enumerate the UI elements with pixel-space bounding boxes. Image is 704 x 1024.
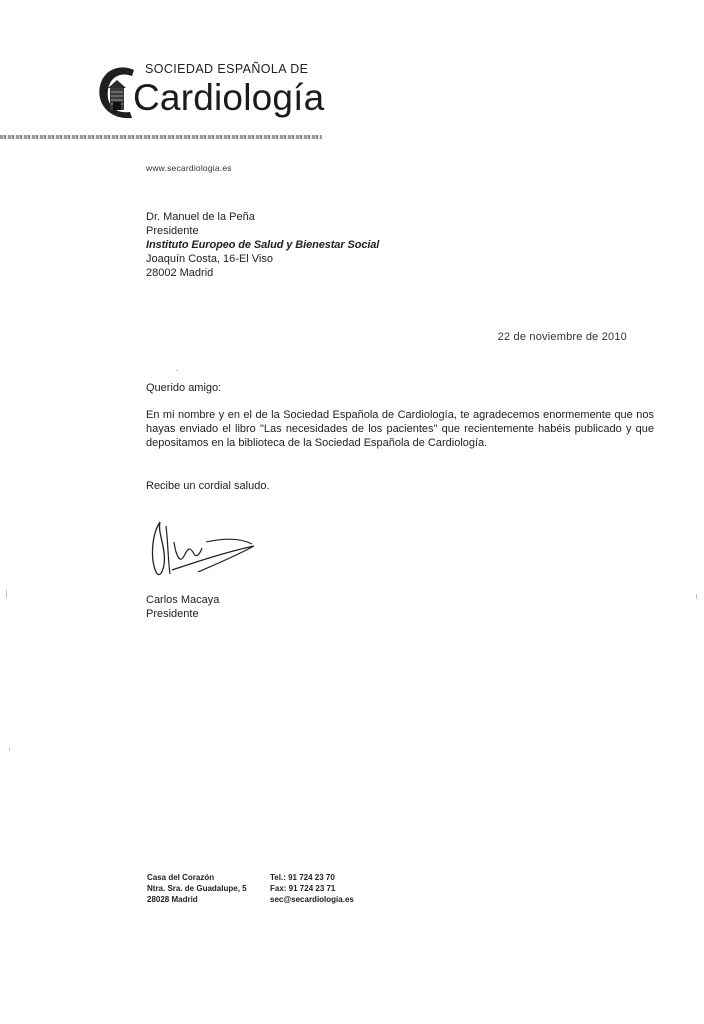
recipient-city: 28002 Madrid (146, 267, 214, 279)
footer-address (147, 872, 247, 905)
scan-speck (696, 594, 697, 599)
scan-artifact-line (0, 135, 322, 139)
recipient-name: Dr. Manuel de la Peña (146, 211, 255, 223)
scan-speck (176, 370, 178, 371)
scan-speck (9, 748, 10, 751)
closing-line: Recibe un cordial saludo. (146, 480, 270, 492)
recipient-institution: Instituto Europeo de Salud y Bienestar Social (146, 239, 380, 251)
footer-address-line: Casa del Corazón (147, 873, 215, 882)
handwritten-signature-icon (146, 512, 258, 584)
org-name-main: Cardiología (133, 77, 325, 118)
footer-phone: Tel.: 91 724 23 70 (270, 873, 335, 882)
signer-block (146, 593, 219, 621)
letter-date: 22 de noviembre de 2010 (497, 331, 627, 343)
signer-role: Presidente (146, 608, 199, 620)
footer-address-line: Ntra. Sra. de Guadalupe, 5 (147, 884, 247, 893)
footer-fax: Fax: 91 724 23 71 (270, 884, 336, 893)
footer-email[interactable]: sec@secardiologia.es (270, 895, 354, 904)
footer-address-line: 28028 Madrid (147, 895, 198, 904)
letterhead-logo (96, 58, 326, 128)
recipient-role: Presidente (146, 225, 199, 237)
signer-name: Carlos Macaya (146, 594, 220, 606)
letter-body: En mi nombre y en el de la Sociedad Española de Cardiología, te agradecemos enormemente que nos hayas enviado el libro "Las necesidades de los pacientes" que recientemente habéis publicado y que depositamos en la biblioteca de la Sociedad Española de Cardiología. (146, 409, 654, 449)
website-link[interactable]: www.secardiologia.es (146, 163, 232, 173)
recipient-address-block (146, 210, 379, 280)
footer-contact (270, 872, 354, 905)
scan-speck (6, 590, 7, 598)
org-name-top: SOCIEDAD ESPAÑOLA DE (145, 62, 309, 76)
recipient-street: Joaquín Costa, 16-El Viso (146, 253, 273, 265)
salutation: Querido amigo: (146, 382, 222, 394)
